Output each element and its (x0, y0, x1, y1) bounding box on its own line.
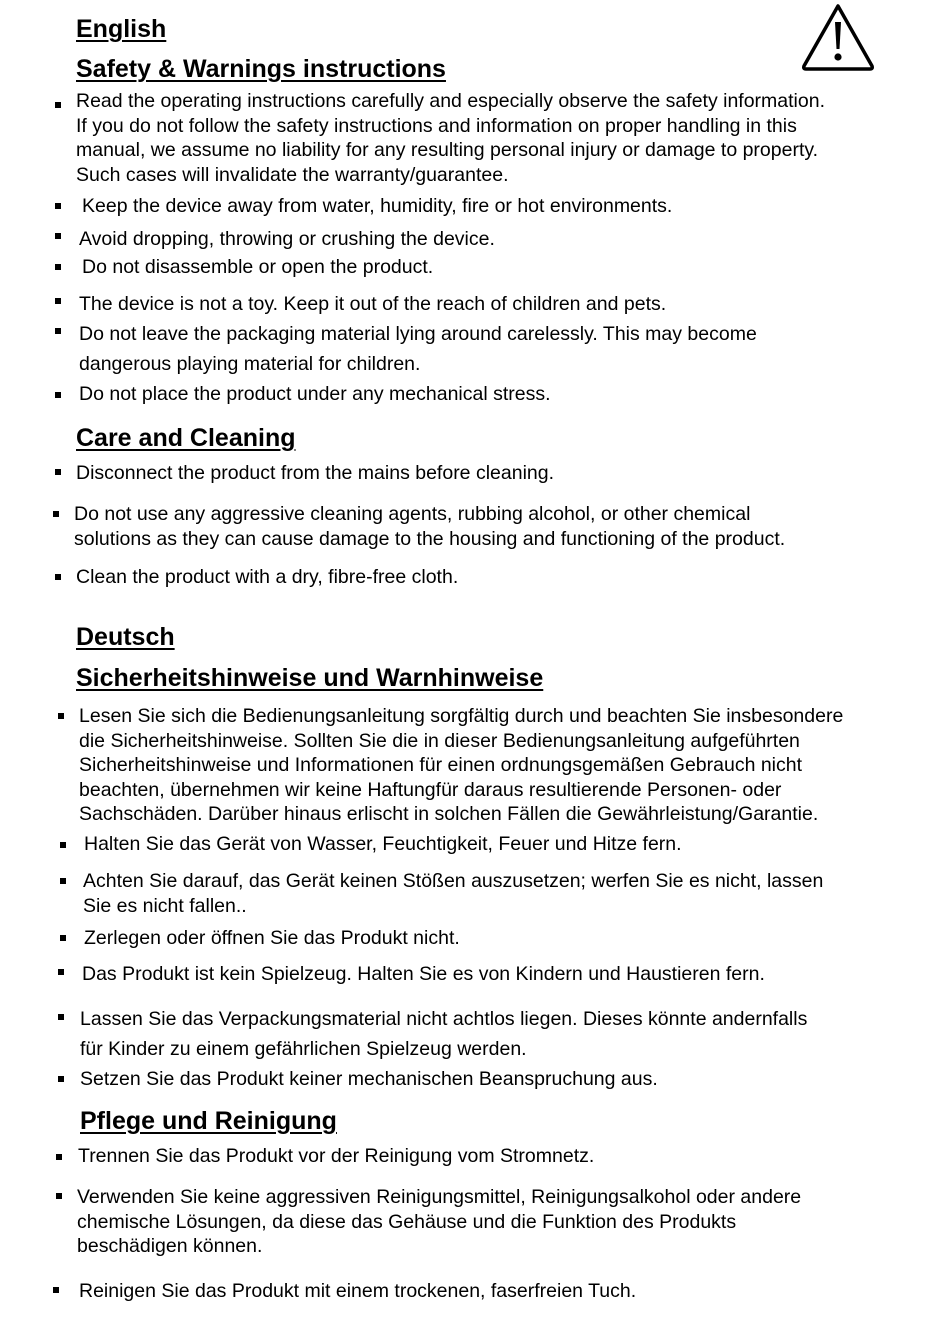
care-heading-english: Care and Cleaning (76, 424, 296, 452)
bullet-marker (55, 328, 61, 334)
bullet-marker (55, 574, 61, 580)
bullet-marker (56, 1193, 62, 1199)
safety-item-en-3: Avoid dropping, throwing or crushing the device. (79, 228, 495, 250)
safety-heading-deutsch: Sicherheitshinweise und Warnhinweise (76, 664, 544, 692)
bullet-marker (55, 102, 61, 108)
care-item-de-2: Verwenden Sie keine aggressiven Reinigungsmittel, Reinigungsalkohol oder andere chemische Lösungen, da diese das Gehäuse und die Funktion des Produkts beschädigen können. (77, 1186, 802, 1257)
care-item-en-2: Do not use any aggressive cleaning agents, rubbing alcohol, or other chemical solutions as they can cause damage to the housing and functioning of the product. (74, 503, 786, 550)
bullet-marker (58, 1014, 64, 1020)
bullet-marker (58, 969, 64, 975)
safety-heading-english: Safety & Warnings instructions (76, 55, 446, 83)
safety-item-de-3: Achten Sie darauf, das Gerät keinen Stößen auszusetzen; werfen Sie es nicht, lassen Sie es nicht fallen.. (83, 870, 824, 917)
bullet-marker (53, 511, 59, 517)
bullet-marker (55, 469, 61, 475)
bullet-marker (55, 233, 61, 239)
bullet-marker (60, 935, 66, 941)
care-item-en-3: Clean the product with a dry, fibre-free cloth. (76, 566, 459, 588)
safety-item-en-1: Read the operating instructions carefully and especially observe the safety information. If you do not follow the safety instructions and information on proper handling in this manual, we assume no liability for any resulting personal injury or damage to property. Such cases will invalidate the warranty/guarantee. (76, 90, 825, 186)
bullet-marker (60, 842, 66, 848)
care-item-de-1: Trennen Sie das Produkt vor der Reinigung vom Stromnetz. (78, 1145, 595, 1167)
safety-item-en-4: Do not disassemble or open the product. (82, 256, 434, 278)
language-heading-deutsch: Deutsch (76, 623, 175, 651)
bullet-marker (55, 392, 61, 398)
safety-item-en-7: Do not place the product under any mechanical stress. (79, 383, 551, 405)
safety-item-de-6: Lassen Sie das Verpackungsmaterial nicht achtlos liegen. Dieses könnte andernfalls für Kinder zu einem gefährlichen Spielzeug werden. (80, 1008, 808, 1060)
care-item-en-1: Disconnect the product from the mains before cleaning. (76, 462, 555, 484)
safety-item-de-1: Lesen Sie sich die Bedienungsanleitung sorgfältig durch und beachten Sie insbesondere die Sicherheitshinweise. Sollten Sie die in dieser Bedienungsanleitung aufgeführten Sicherheitshinweise und Informationen für einen ordnungsgemäßen Gebrauch nicht beachten, übernehmen wir keine Haftungfür daraus resultierende Personen- oder Sachschäden. Darüber hinaus erlischt in solchen Fällen die Gewährleistung/Garantie. (79, 705, 844, 825)
care-item-de-3: Reinigen Sie das Produkt mit einem trockenen, faserfreien Tuch. (79, 1280, 637, 1302)
safety-item-en-5: The device is not a toy. Keep it out of the reach of children and pets. (79, 293, 667, 315)
care-heading-deutsch: Pflege und Reinigung (80, 1107, 337, 1135)
bullet-marker (58, 713, 64, 719)
bullet-marker (58, 1076, 64, 1082)
bullet-marker (55, 264, 61, 270)
bullet-marker (56, 1154, 62, 1160)
safety-item-de-5: Das Produkt ist kein Spielzeug. Halten Sie es von Kindern und Haustieren fern. (82, 963, 765, 985)
bullet-marker (55, 298, 61, 304)
bullet-marker (60, 878, 66, 884)
safety-item-de-4: Zerlegen oder öffnen Sie das Produkt nicht. (84, 927, 460, 949)
language-heading-english: English (76, 15, 167, 43)
bullet-marker (53, 1287, 59, 1293)
warning-triangle-icon (800, 2, 876, 72)
safety-item-de-2: Halten Sie das Gerät von Wasser, Feuchtigkeit, Feuer und Hitze fern. (84, 833, 682, 855)
safety-item-de-7: Setzen Sie das Produkt keiner mechanischen Beanspruchung aus. (80, 1068, 658, 1090)
safety-item-en-6: Do not leave the packaging material lying around carelessly. This may become dangerous playing material for children. (79, 323, 757, 375)
bullet-marker (55, 203, 61, 209)
safety-item-en-2: Keep the device away from water, humidity, fire or hot environments. (82, 195, 673, 217)
